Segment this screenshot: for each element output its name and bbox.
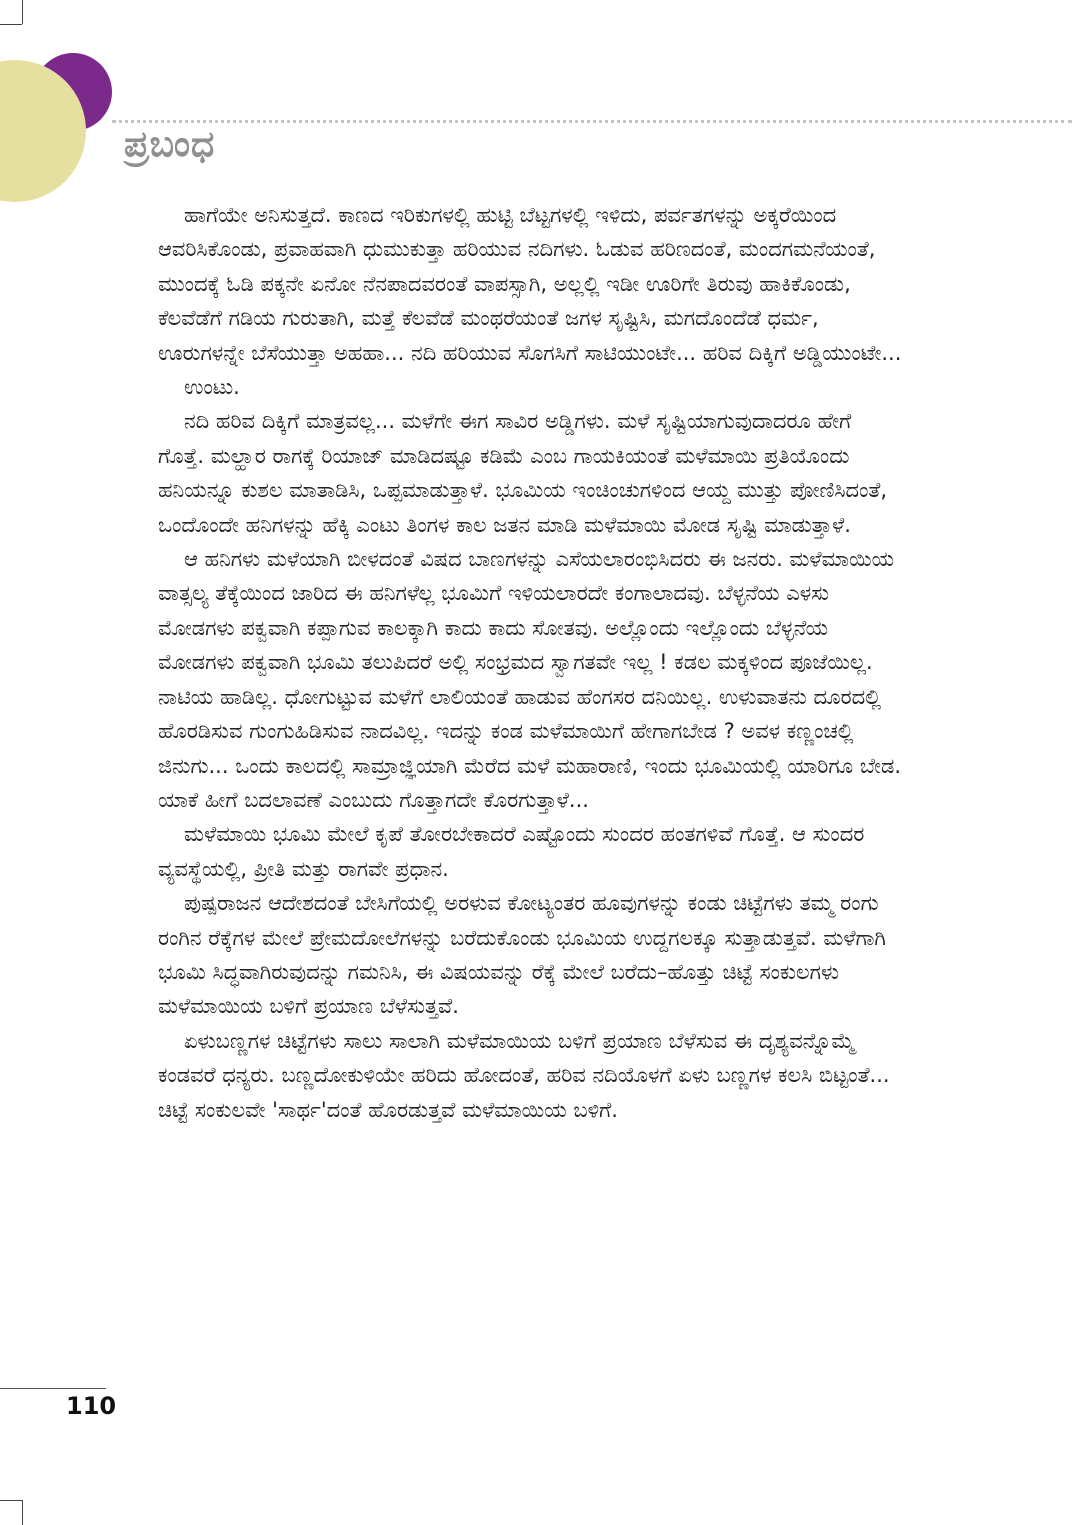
- essay-body: [158, 198, 903, 1127]
- crop-mark: [22, 0, 23, 24]
- paragraph: ಆ ಹನಿಗಳು ಮಳೆಯಾಗಿ ಬೀಳದಂತೆ ವಿಷದ ಬಾಣಗಳನ್ನು ಎಸೆಯಲಾರಂಭಿಸಿದರು ಈ ಜನರು. ಮಳೆಮಾಯಿಯ ವಾತ್ಸಲ್ಯ ತೆಕ್ಕೆಯಿಂದ ಜಾರಿದ ಈ ಹನಿಗಳೆಲ್ಲ ಭೂಮಿಗೆ ಇಳಿಯಲಾರದೇ ಕಂಗಾಲಾದವು. ಬೆಳ್ಳನೆಯ ಎಳಸು ಮೋಡಗಳು ಪಕ್ವವಾಗಿ ಕಪ್ಪಾಗುವ ಕಾಲಕ್ಕಾಗಿ ಕಾದು ಕಾದು ಸೋತವು. ಅಲ್ಲೊಂದು ಇಲ್ಲೊಂದು ಬೆಳ್ಳನೆಯ ಮೋಡಗಳು ಪಕ್ವವಾಗಿ ಭೂಮಿ ತಲುಪಿದರೆ ಅಲ್ಲಿ ಸಂಭ್ರಮದ ಸ್ವಾಗತವೇ ಇಲ್ಲ ! ಕಡಲ ಮಕ್ಕಳಿಂದ ಪೂಜೆಯಿಲ್ಲ. ನಾಟಿಯ ಹಾಡಿಲ್ಲ. ಧೋಗುಟ್ಟುವ ಮಳೆಗೆ ಲಾಲಿಯಂತೆ ಹಾಡುವ ಹೆಂಗಸರ ದನಿಯಿಲ್ಲ. ಉಳುವಾತನು ದೂರದಲ್ಲಿ ಹೊರಡಿಸುವ ಗುಂಗುಹಿಡಿಸುವ ನಾದವಿಲ್ಲ. ಇದನ್ನು ಕಂಡ ಮಳೆಮಾಯಿಗೆ ಹೇಗಾಗಬೇಡ ? ಅವಳ ಕಣ್ಣಂಚಲ್ಲಿ ಜಿನುಗು... ಒಂದು ಕಾಲದಲ್ಲಿ ಸಾಮ್ರಾಜ್ಞಿಯಾಗಿ ಮೆರೆದ ಮಳೆ ಮಹಾರಾಣಿ, ಇಂದು ಭೂಮಿಯಲ್ಲಿ ಯಾರಿಗೂ ಬೇಡ. ಯಾಕೆ ಹೀಗೆ ಬದಲಾವಣೆ ಎಂಬುದು ಗೊತ್ತಾಗದೇ ಕೊರಗುತ್ತಾಳೆ...: [158, 547, 902, 812]
- paragraph: ನದಿ ಹರಿವ ದಿಕ್ಕಿಗೆ ಮಾತ್ರವಲ್ಲ... ಮಳೆಗೇ ಈಗ ಸಾವಿರ ಅಡ್ಡಿಗಳು. ಮಳೆ ಸೃಷ್ಟಿಯಾಗುವುದಾದರೂ ಹೇಗೆ ಗೊತ್ತೆ. ಮಲ್ಹಾರ ರಾಗಕ್ಕೆ ರಿಯಾಜ್ ಮಾಡಿದಷ್ಟೂ ಕಡಿಮೆ ಎಂಬ ಗಾಯಕಿಯಂತೆ ಮಳೆಮಾಯಿ ಪ್ರತಿಯೊಂದು ಹನಿಯನ್ನೂ ಕುಶಲ ಮಾತಾಡಿಸಿ, ಒಪ್ಪಮಾಡುತ್ತಾಳೆ. ಭೂಮಿಯ ಇಂಚಿಂಚುಗಳಿಂದ ಆಯ್ದ ಮುತ್ತು ಪೋಣಿಸಿದಂತೆ, ಒಂದೊಂದೇ ಹನಿಗಳನ್ನು ಹೆಕ್ಕಿ ಎಂಟು ತಿಂಗಳ ಕಾಲ ಜತನ ಮಾಡಿ ಮಳೆಮಾಯಿ ಮೋಡ ಸೃಷ್ಟಿ ಮಾಡುತ್ತಾಳೆ.: [158, 409, 888, 537]
- crop-mark: [0, 1500, 22, 1501]
- crop-mark: [22, 1500, 23, 1525]
- paragraph: ಮಳೆಮಾಯಿ ಭೂಮಿ ಮೇಲೆ ಕೃಪೆ ತೋರಬೇಕಾದರೆ ಎಷ್ಟೊಂದು ಸುಂದರ ಹಂತಗಳಿವೆ ಗೊತ್ತೆ. ಆ ಸುಂದರ ವ್ಯವಸ್ಥೆಯಲ್ಲಿ, ಪ್ರೀತಿ ಮತ್ತು ರಾಗವೇ ಪ್ರಧಾನ.: [158, 822, 865, 881]
- header-dotted-rule: [112, 120, 1072, 123]
- paragraph: ಪುಷ್ಪರಾಜನ ಆದೇಶದಂತೆ ಬೇಸಿಗೆಯಲ್ಲಿ ಅರಳುವ ಕೋಟ್ಯಂತರ ಹೂವುಗಳನ್ನು ಕಂಡು ಚಿಟ್ಟೆಗಳು ತಮ್ಮ ರಂಗು ರಂಗಿನ ರೆಕ್ಕೆಗಳ ಮೇಲೆ ಪ್ರೇಮದೋಲೆಗಳನ್ನು ಬರೆದುಕೊಂಡು ಭೂಮಿಯ ಉದ್ದಗಲಕ್ಕೂ ಸುತ್ತಾಡುತ್ತವೆ. ಮಳೆಗಾಗಿ ಭೂಮಿ ಸಿದ್ಧವಾಗಿರುವುದನ್ನು ಗಮನಿಸಿ, ಈ ವಿಷಯವನ್ನು ರೆಕ್ಕೆ ಮೇಲೆ ಬರೆದು–ಹೊತ್ತು ಚಿಟ್ಟೆ ಸಂಕುಲಗಳು ಮಳೆಮಾಯಿಯ ಬಳಿಗೆ ಪ್ರಯಾಣ ಬೆಳೆಸುತ್ತವೆ.: [158, 891, 886, 1019]
- footer-rule: [0, 1388, 106, 1389]
- crop-mark: [0, 24, 22, 25]
- paragraph: ಹಾಗೆಯೇ ಅನಿಸುತ್ತದೆ. ಕಾಣದ ಇರಿಕುಗಳಲ್ಲಿ ಹುಟ್ಟಿ ಬೆಟ್ಟಗಳಲ್ಲಿ ಇಳಿದು, ಪರ್ವತಗಳನ್ನು ಅಕ್ಕರೆಯಿಂದ ಆವರಿಸಿಕೊಂಡು, ಪ್ರವಾಹವಾಗಿ ಧುಮುಕುತ್ತಾ ಹರಿಯುವ ನದಿಗಳು. ಓಡುವ ಹರಿಣದಂತೆ, ಮಂದಗಮನೆಯಂತೆ, ಮುಂದಕ್ಕೆ ಓಡಿ ಪಕ್ಕನೇ ಏನೋ ನೆನಪಾದವರಂತೆ ವಾಪಸ್ಸಾಗಿ, ಅಲ್ಲಲ್ಲಿ ಇಡೀ ಊರಿಗೇ ತಿರುವು ಹಾಕಿಕೊಂಡು, ಕೆಲವೆಡೆಗೆ ಗಡಿಯ ಗುರುತಾಗಿ, ಮತ್ತೆ ಕೆಲವೆಡೆ ಮಂಥರೆಯಂತೆ ಜಗಳ ಸೃಷ್ಟಿಸಿ, ಮಗದೊಂದೆಡೆ ಧರ್ಮ, ಊರುಗಳನ್ನೇ ಬೆಸೆಯುತ್ತಾ ಅಹಹಾ... ನದಿ ಹರಿಯುವ ಸೊಗಸಿಗೆ ಸಾಟಿಯುಂಟೇ... ಹರಿವ ದಿಕ್ಕಿಗೆ ಅಡ್ಡಿಯುಂಟೇ...: [158, 203, 902, 365]
- section-title: ಪ್ರಬಂಧ: [124, 124, 216, 165]
- paragraph: ಉಂಟು.: [184, 375, 240, 400]
- page-number: 110: [66, 1392, 117, 1420]
- paragraph: ಏಳುಬಣ್ಣಗಳ ಚಿಟ್ಟೆಗಳು ಸಾಲು ಸಾಲಾಗಿ ಮಳೆಮಾಯಿಯ ಬಳಿಗೆ ಪ್ರಯಾಣ ಬೆಳೆಸುವ ಈ ದೃಶ್ಯವನ್ನೊಮ್ಮೆ ಕಂಡವರೆ ಧನ್ಯರು. ಬಣ್ಣದೋಕುಳಿಯೇ ಹರಿದು ಹೋದಂತೆ, ಹರಿವ ನದಿಯೊಳಗೆ ಏಳು ಬಣ್ಣಗಳ ಕಲಸಿ ಬಿಟ್ಟಂತೆ... ಚಿಟ್ಟೆ ಸಂಕುಲವೇ 'ಸಾರ್ಥ'ದಂತೆ ಹೊರಡುತ್ತವೆ ಮಳೆಮಾಯಿಯ ಬಳಿಗೆ.: [158, 1028, 890, 1122]
